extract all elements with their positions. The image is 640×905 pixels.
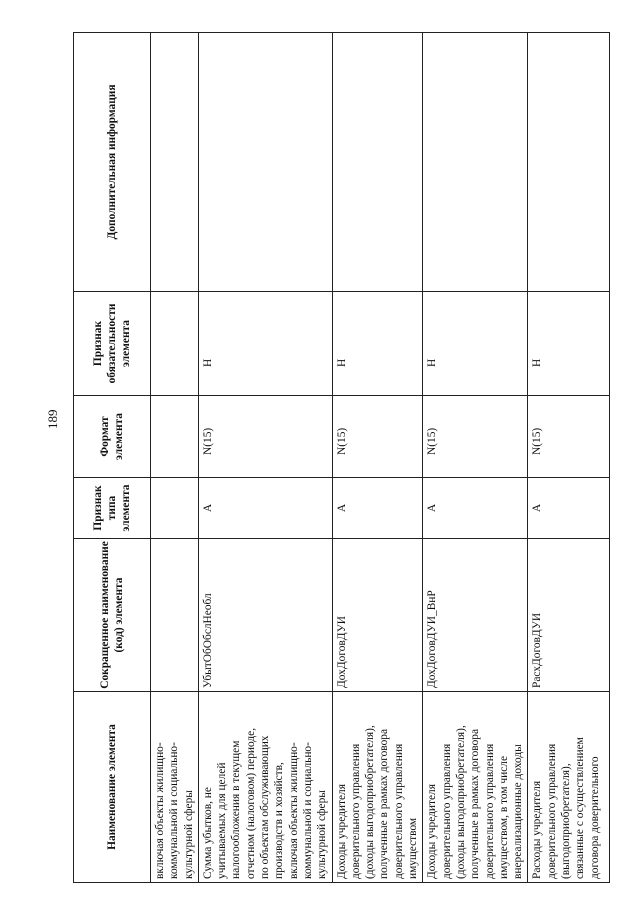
cell-info bbox=[423, 33, 528, 292]
cell-info bbox=[528, 33, 610, 292]
table-row bbox=[332, 33, 423, 883]
cell-required bbox=[151, 292, 199, 396]
header-element-code: Сокращенное наименование (код) элемента bbox=[74, 539, 151, 692]
cell-code: ДохДоговДУИ_ВнР bbox=[423, 539, 528, 692]
header-element-format: Формат элемента bbox=[74, 396, 151, 478]
header-additional-info: Дополнительная информация bbox=[74, 33, 151, 292]
cell-type: А bbox=[332, 478, 423, 539]
cell-format: N(15) bbox=[423, 396, 528, 478]
table-header-row bbox=[74, 33, 151, 883]
table-row bbox=[423, 33, 528, 883]
cell-name: Доходы учредителя доверительного управления (доходы выгодоприобретателя), полученные в рамках договора доверительного управления имуществом bbox=[332, 692, 423, 883]
header-element-type: Признак типа элемента bbox=[74, 478, 151, 539]
cell-required: Н bbox=[423, 292, 528, 396]
cell-format bbox=[151, 396, 199, 478]
cell-code bbox=[151, 539, 199, 692]
cell-name: Расходы учредителя доверительного управления (выгодоприобретателя), связанные с осуществлением договора доверительного bbox=[528, 692, 610, 883]
element-spec-table bbox=[73, 32, 610, 883]
cell-name: включая объекты жилищно- коммунальной и социально- культурной сферы bbox=[151, 692, 199, 883]
cell-code: ДохДоговДУИ bbox=[332, 539, 423, 692]
element-spec-table-wrapper bbox=[73, 33, 601, 883]
table-row bbox=[151, 33, 199, 883]
cell-name: Доходы учредителя доверительного управления (доходы выгодоприобретателя), полученные в рамках договора доверительного управления имуществом, в том числе внереализационные доходы bbox=[423, 692, 528, 883]
cell-format: N(15) bbox=[332, 396, 423, 478]
header-element-name: Наименование элемента bbox=[74, 692, 151, 883]
table-row bbox=[528, 33, 610, 883]
cell-type: А bbox=[198, 478, 332, 539]
cell-type: А bbox=[423, 478, 528, 539]
cell-info bbox=[198, 33, 332, 292]
page-number: 189 bbox=[45, 409, 60, 429]
header-element-required: Признак обязательности элемента bbox=[74, 292, 151, 396]
table-row bbox=[198, 33, 332, 883]
cell-code: УбытОбОбслНеобл bbox=[198, 539, 332, 692]
cell-format: N(15) bbox=[198, 396, 332, 478]
cell-required: Н bbox=[332, 292, 423, 396]
cell-name: Сумма убытков, не учитываемых для целей налогообложения в текущем отчетном (налоговом) периоде, по объектам обслуживающих производств и хозяйств, включая объекты жилищно- коммунальной и социально- культурной сферы bbox=[198, 692, 332, 883]
cell-info bbox=[332, 33, 423, 292]
cell-code: РасхДоговДУИ bbox=[528, 539, 610, 692]
cell-required: Н bbox=[528, 292, 610, 396]
cell-format: N(15) bbox=[528, 396, 610, 478]
cell-required: Н bbox=[198, 292, 332, 396]
cell-type bbox=[151, 478, 199, 539]
cell-info bbox=[151, 33, 199, 292]
cell-type: А bbox=[528, 478, 610, 539]
